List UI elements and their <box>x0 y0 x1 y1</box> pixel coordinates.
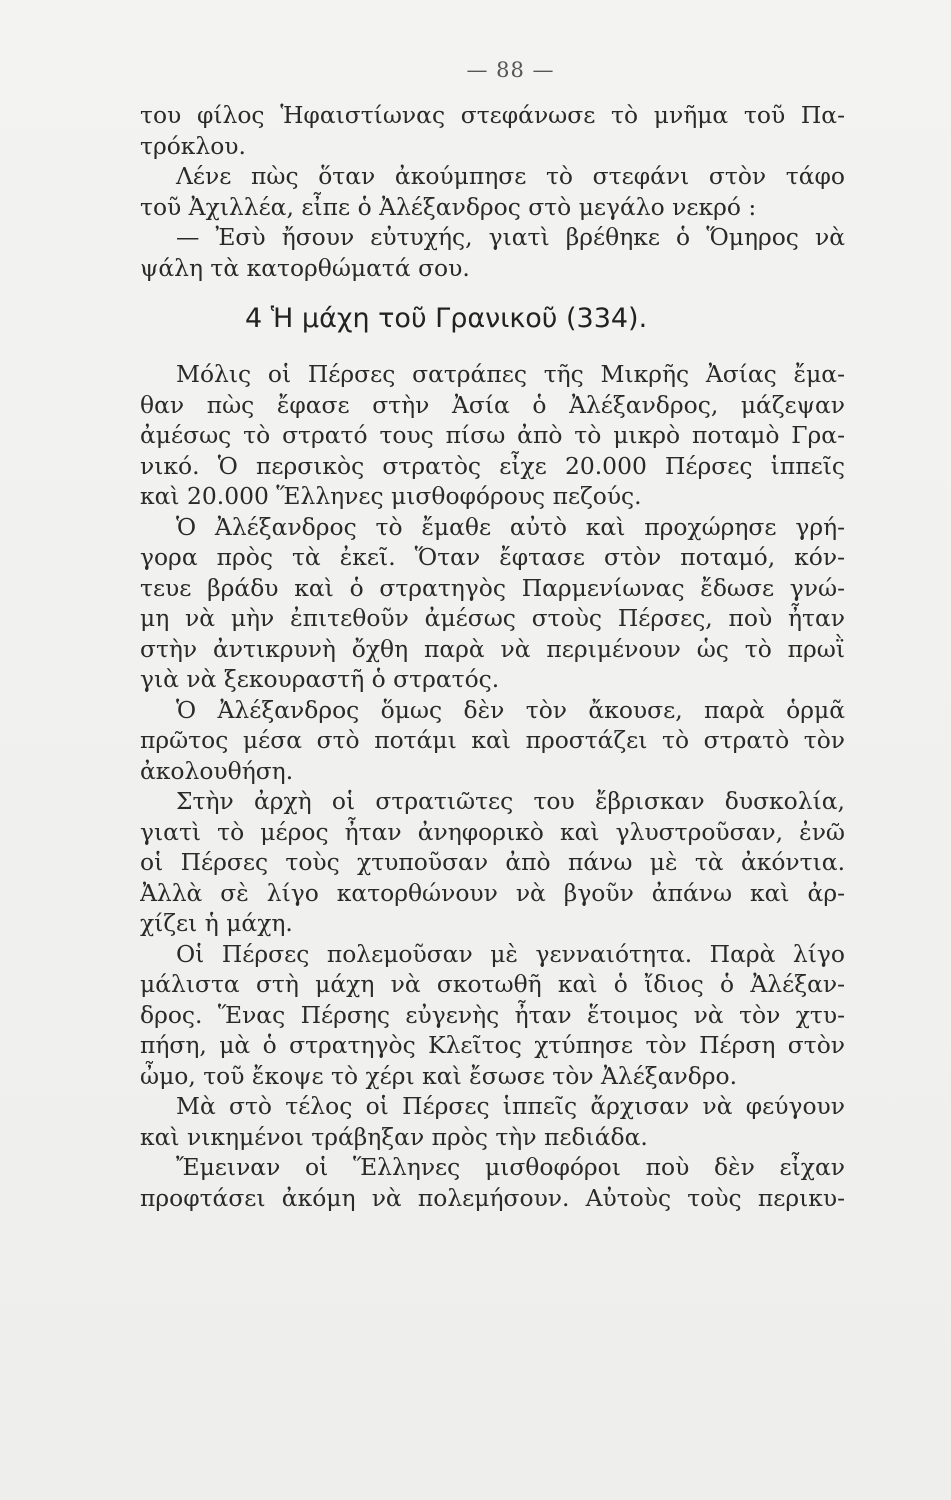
paragraph-homer-quote <box>140 222 845 283</box>
text-line: Λένε πὼς ὅταν ἀκούμπησε τὸ στεφάνι στὸν τάφο <box>176 162 845 190</box>
paragraph-mercenaries <box>140 1152 845 1213</box>
text-line: γιατὶ τὸ μέρος ἦταν ἀνηφορικὸ καὶ γλυστροῦσαν, ἐνῶ <box>140 817 845 846</box>
page-number: — 88 — <box>466 58 555 82</box>
text-line: προφτάσει ἀκόμη νὰ πολεμήσουν. Αὐτοὺς τοὺς περικυ- <box>140 1183 845 1212</box>
text-line: καὶ νικημένοι τράβηξαν πρὸς τὴν πεδιάδα. <box>140 1122 648 1151</box>
section-heading: 4 Ἡ μάχη τοῦ Γρανικοῦ (334). <box>245 303 648 334</box>
text-line: τοῦ Ἀχιλλέα, εἶπε ὁ Ἀλέξανδρος στὸ μεγάλο νεκρό : <box>140 192 757 221</box>
paragraph-patroclus <box>140 100 845 161</box>
text-line: Μὰ στὸ τέλος οἱ Πέρσες ἱππεῖς ἄρχισαν νὰ φεύγουν <box>176 1092 845 1120</box>
text-line: — Ἐσὺ ἤσουν εὐτυχής, γιατὶ βρέθηκε ὁ Ὅμηρος νὰ <box>176 223 845 251</box>
paragraph-cleitus <box>140 939 845 1092</box>
text-line: Ἀλλὰ σὲ λίγο κατορθώνουν νὰ βγοῦν ἀπάνω καὶ ἀρ- <box>140 878 845 907</box>
text-line: μάλιστα στὴ μάχη νὰ σκοτωθῆ καὶ ὁ ἴδιος ὁ Ἀλέξαν- <box>140 970 845 998</box>
text-line: ὦμο, τοῦ ἔκοψε τὸ χέρι καὶ ἔσωσε τὸν Ἀλέξανδρο. <box>140 1061 738 1090</box>
text-line: θαν πὼς ἔφασε στὴν Ἀσία ὁ Ἀλέξανδρος, μάζεψαν <box>140 390 845 419</box>
text-line: μη νὰ μὴν ἐπιτεθοῦν ἀμέσως στοὺς Πέρσες, ποὺ ἦταν <box>140 604 845 632</box>
text-line: ἀμέσως τὸ στρατό τους πίσω ἀπὸ τὸ μικρὸ ποταμὸ Γρα- <box>140 421 845 449</box>
text-line: ἀκολουθήση. <box>140 756 294 785</box>
text-line: Στὴν ἀρχὴ οἱ στρατιῶτες του ἔβρισκαν δυσκολία, <box>176 787 845 815</box>
text-line: πρῶτος μέσα στὸ ποτάμι καὶ προστάζει τὸ στρατὸ τὸν <box>140 726 845 754</box>
text-line: οἱ Πέρσες τοὺς χτυποῦσαν ἀπὸ πάνω μὲ τὰ ἀκόντια. <box>140 848 845 876</box>
text-line: τευε βράδυ καὶ ὁ στρατηγὸς Παρμενίωνας ἔδωσε γνώ- <box>140 573 845 602</box>
text-line: στὴν ἀντικρυνὴ ὄχθη παρὰ νὰ περιμένουν ὡς τὸ πρωῒ <box>140 634 845 663</box>
paragraph-cavalry-flee <box>140 1091 845 1152</box>
text-line: Ἔμειναν οἱ Ἕλληνες μισθοφόροι ποὺ δὲν εἶχαν <box>176 1153 845 1181</box>
paragraph-river-arrival <box>140 512 845 695</box>
text-line: γορα πρὸς τὰ ἐκεῖ. Ὅταν ἔφτασε στὸν ποταμό, κόν- <box>140 543 845 571</box>
text-line: του φίλος Ἡφαιστίωνας στεφάνωσε τὸ μνῆμα τοῦ Πα- <box>140 101 845 129</box>
text-line: ψάλη τὰ κατορθώματά σου. <box>140 253 470 282</box>
text-line: Ὁ Ἀλέξανδρος τὸ ἔμαθε αὐτὸ καὶ προχώρησε γρή- <box>176 512 845 541</box>
paragraph-achilles <box>140 161 845 222</box>
text-line: νικό. Ὁ περσικὸς στρατὸς εἶχε 20.000 Πέρσες ἱππεῖς <box>140 451 845 480</box>
text-line: Μόλις οἱ Πέρσες σατράπες τῆς Μικρῆς Ἀσίας ἔμα- <box>176 360 845 388</box>
text-line: Οἱ Πέρσες πολεμοῦσαν μὲ γενναιότητα. Παρὰ λίγο <box>176 939 845 968</box>
text-line: γιὰ νὰ ξεκουραστῆ ὁ στρατός. <box>140 665 500 693</box>
text-line: τρόκλου. <box>140 131 246 160</box>
text-line: χίζει ἡ μάχη. <box>140 909 293 937</box>
text-line: δρος. Ἕνας Πέρσης εὐγενὴς ἦταν ἕτοιμος νὰ τὸν χτυ- <box>140 1000 845 1029</box>
page-text <box>140 100 845 1213</box>
text-line: Ὁ Ἀλέξανδρος ὅμως δὲν τὸν ἄκουσε, παρὰ ὁρμᾶ <box>176 695 845 724</box>
paragraph-persian-army <box>140 359 845 512</box>
paragraph-alexander-charges <box>140 695 845 787</box>
paragraph-difficulty <box>140 786 845 939</box>
text-line: πήση, μὰ ὁ στρατηγὸς Κλεῖτος χτύπησε τὸν Πέρση στὸν <box>140 1031 845 1059</box>
text-line: καὶ 20.000 Ἕλληνες μισθοφόρους πεζούς. <box>140 482 642 510</box>
